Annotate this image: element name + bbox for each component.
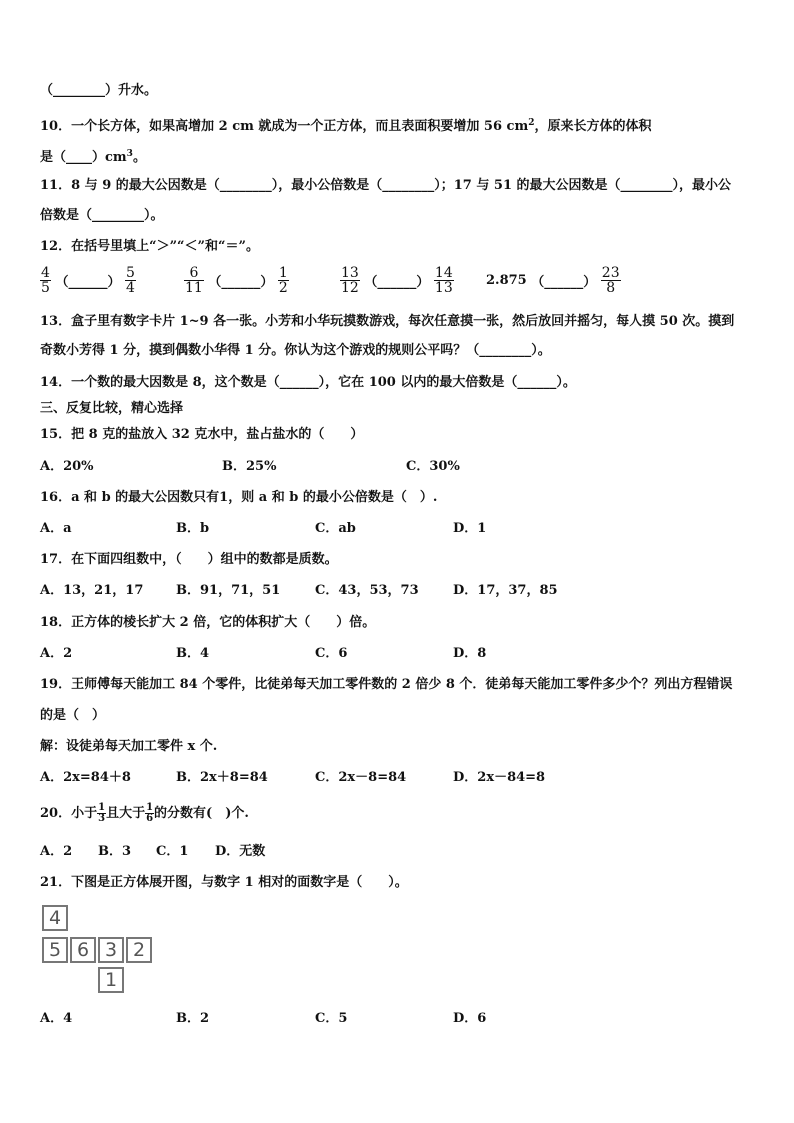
net-face: 5	[42, 937, 68, 963]
denominator: 12	[341, 280, 359, 296]
option-d[interactable]: D．6	[453, 1011, 487, 1026]
question-14: 14．一个数的最大因数是 8，这个数是（______），它在 100 以内的最大倍数是（______）。	[40, 375, 576, 390]
q20-text: 20．小于	[40, 806, 98, 821]
answer-blank[interactable]: （______）	[208, 275, 274, 290]
fraction	[184, 266, 204, 295]
compare-item-1	[40, 266, 136, 295]
option-c[interactable]: C．43，53，73	[315, 583, 419, 598]
question-19-line2: 的是（ ）	[40, 708, 106, 723]
option-a[interactable]: A．13，21，17	[40, 583, 144, 598]
q20-text-2: 且大于	[106, 806, 146, 821]
question-11: 11．8 与 9 的最大公因数是（________），最小公倍数是（________）；17 与 51 的最大公因数是（________），最小公	[40, 178, 732, 193]
option-b[interactable]: B．25%	[222, 459, 277, 474]
option-d[interactable]: D．8	[453, 646, 487, 661]
compare-item-3	[340, 266, 454, 295]
numerator: 23	[601, 265, 620, 281]
q10-text: 10．一个长方体，如果高增加 2 cm 就成为一个正方体，而且表面积要增加 56 cm	[40, 119, 529, 134]
question-10-line2	[40, 145, 146, 167]
cube-net-figure	[40, 903, 160, 999]
option-b[interactable]: B．91，71，51	[176, 583, 281, 598]
numerator: 5	[126, 265, 135, 281]
fraction	[340, 266, 360, 295]
fraction	[40, 266, 51, 295]
option-a[interactable]: A．2	[40, 646, 73, 661]
question-13: 13．盒子里有数字卡片 1~9 各一张。小芳和小华玩摸数游戏，每次任意摸一张，然后放回并摇匀，每人摸 50 次。摸到	[40, 314, 735, 329]
option-c[interactable]: C．5	[315, 1011, 348, 1026]
fraction	[97, 803, 106, 824]
fraction	[434, 266, 454, 295]
option-c[interactable]: C．6	[315, 646, 348, 661]
q10-text-4: 。	[132, 150, 146, 165]
question-18: 18．正方体的棱长扩大 2 倍，它的体积扩大（ ）倍。	[40, 615, 376, 630]
net-face: 4	[42, 905, 68, 931]
denominator: 2	[278, 280, 288, 296]
option-a[interactable]: A．a	[40, 521, 72, 536]
question-19-line3: 解：设徒弟每天加工零件 x 个.	[40, 739, 218, 754]
option-a[interactable]: A．2x=84＋8	[40, 770, 131, 785]
fraction	[278, 266, 289, 295]
answer-blank[interactable]: （______）	[364, 275, 430, 290]
fraction	[125, 266, 136, 295]
denominator: 8	[606, 280, 616, 296]
question-21: 21．下图是正方体展开图，与数字 1 相对的面数字是（ ）。	[40, 875, 408, 890]
question-19: 19．王师傅每天能加工 84 个零件，比徒弟每天加工零件数的 2 倍少 8 个．徒弟每天能加工零件多少个？列出方程错误	[40, 677, 733, 692]
numerator: 6	[184, 266, 204, 281]
numerator: 1	[278, 265, 288, 281]
q10-text-3: 是（____）cm	[40, 150, 127, 165]
answer-blank[interactable]: （______）	[55, 275, 121, 290]
net-face: 6	[70, 937, 96, 963]
section-heading: 三、反复比较，精心选择	[40, 401, 184, 416]
option-a[interactable]: A．20%	[40, 459, 94, 474]
question-20	[40, 803, 249, 824]
denominator: 5	[41, 280, 50, 296]
option-d[interactable]: D．1	[453, 521, 487, 536]
option-c[interactable]: C．2x－8=84	[315, 770, 407, 785]
decimal-value: 2.875	[486, 273, 527, 288]
fraction	[601, 266, 621, 295]
option-a[interactable]: A．4	[40, 1011, 73, 1026]
option-d[interactable]: D．17，37，85	[453, 583, 558, 598]
compare-item-4	[486, 266, 621, 295]
q9-continuation: （________）升水。	[40, 83, 158, 98]
numerator: 1	[146, 802, 154, 813]
denominator: 13	[434, 280, 453, 296]
net-face: 1	[98, 967, 124, 993]
option-b[interactable]: B．2	[176, 1011, 210, 1026]
q20-text-3: 的分数有( )个.	[154, 806, 249, 821]
option-c[interactable]: C．30%	[406, 459, 460, 474]
numerator: 13	[341, 265, 359, 281]
question-17: 17．在下面四组数中，（ ）组中的数都是质数。	[40, 552, 338, 567]
option-b[interactable]: B．3	[98, 844, 132, 859]
option-a[interactable]: A．2	[40, 844, 73, 859]
fraction	[145, 803, 154, 824]
option-c[interactable]: C．1	[156, 844, 189, 859]
q10-exponent: 2	[528, 118, 535, 128]
question-16: 16．a 和 b 的最大公因数只有1，则 a 和 b 的最小公倍数是（ ）.	[40, 490, 438, 505]
option-b[interactable]: B．4	[176, 646, 210, 661]
compare-item-2	[184, 266, 289, 295]
question-11-line2: 倍数是（________）。	[40, 208, 164, 223]
option-d[interactable]: D．2x－84=8	[453, 770, 546, 785]
q10-text-2: ，原来长方体的体积	[534, 119, 652, 134]
net-face: 2	[126, 937, 152, 963]
question-10	[40, 114, 651, 136]
denominator: 4	[126, 280, 135, 296]
denominator: 6	[146, 813, 154, 824]
question-15: 15．把 8 克的盐放入 32 克水中，盐占盐水的（ ）	[40, 427, 364, 442]
question-13-line2: 奇数小芳得 1 分，摸到偶数小华得 1 分。你认为这个游戏的规则公平吗？（________）。	[40, 343, 551, 358]
option-d[interactable]: D．无数	[215, 844, 266, 859]
option-b[interactable]: B．b	[176, 521, 210, 536]
q10-exponent-2: 3	[126, 149, 133, 159]
question-12: 12．在括号里填上“＞”“＜”和“＝”。	[40, 239, 259, 254]
denominator: 3	[98, 813, 106, 824]
numerator: 4	[41, 265, 50, 281]
net-face: 3	[98, 937, 124, 963]
denominator: 11	[185, 280, 203, 296]
answer-blank[interactable]: （______）	[531, 275, 597, 290]
numerator: 1	[98, 802, 106, 813]
option-b[interactable]: B．2x＋8=84	[176, 770, 268, 785]
option-c[interactable]: C．ab	[315, 521, 356, 536]
numerator: 14	[434, 265, 453, 281]
